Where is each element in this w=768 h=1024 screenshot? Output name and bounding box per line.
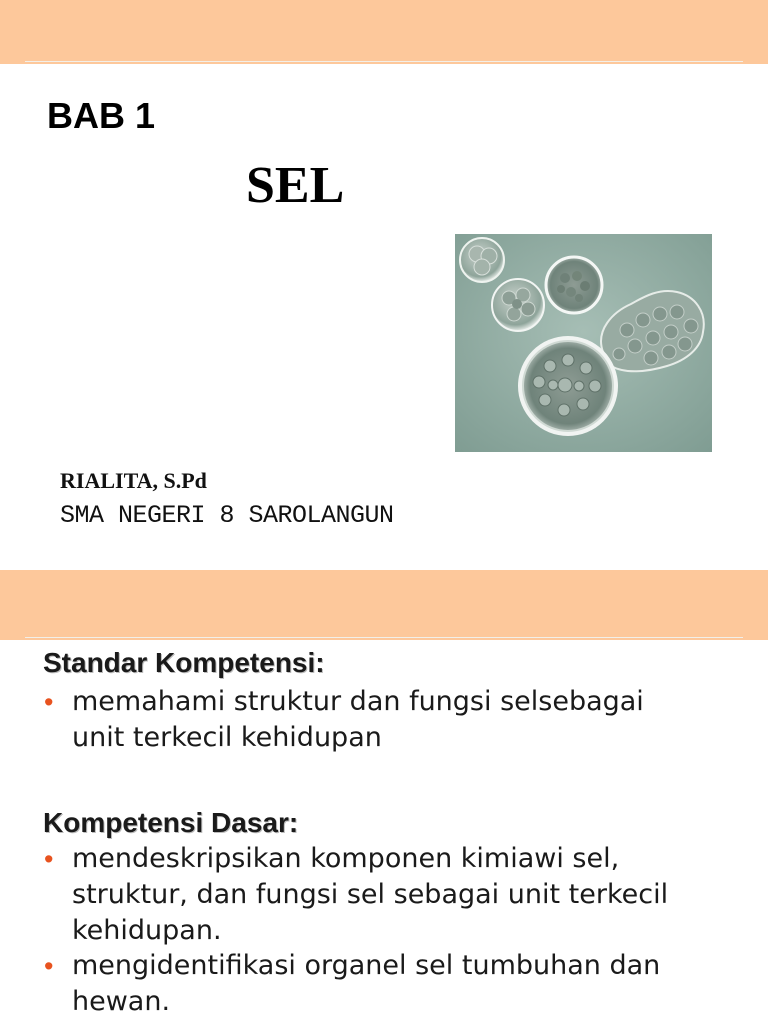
chapter-label: BAB 1 (47, 95, 156, 136)
bullet-text: mengidentifikasi organel sel tumbuhan dan hewan. (72, 950, 661, 1017)
header-band (0, 0, 768, 64)
bullet-text: memahami struktur dan fungsi selsebagai unit terkecil kehidupan (72, 686, 644, 753)
section-heading-dasar: Kompetensi Dasar: (43, 807, 299, 838)
section-heading-standar: Standar Kompetensi: (43, 647, 325, 678)
header-band (0, 570, 768, 640)
author-name: RIALITA, S.Pd (60, 468, 207, 493)
cell-microscope-image (455, 234, 712, 452)
school-name: SMA NEGERI 8 SAROLANGUN (60, 501, 394, 530)
competency-slide (0, 570, 768, 1024)
header-divider (25, 61, 743, 62)
bullet-icon: • (44, 844, 54, 874)
bullet-text: mendeskripsikan komponen kimiawi sel, struktur, dan fungsi sel sebagai unit terkecil kehidupan. (72, 843, 669, 946)
header-divider (25, 637, 743, 638)
bullet-icon: • (44, 951, 54, 981)
bullet-icon: • (44, 687, 54, 717)
slide-title: SEL (246, 157, 345, 214)
